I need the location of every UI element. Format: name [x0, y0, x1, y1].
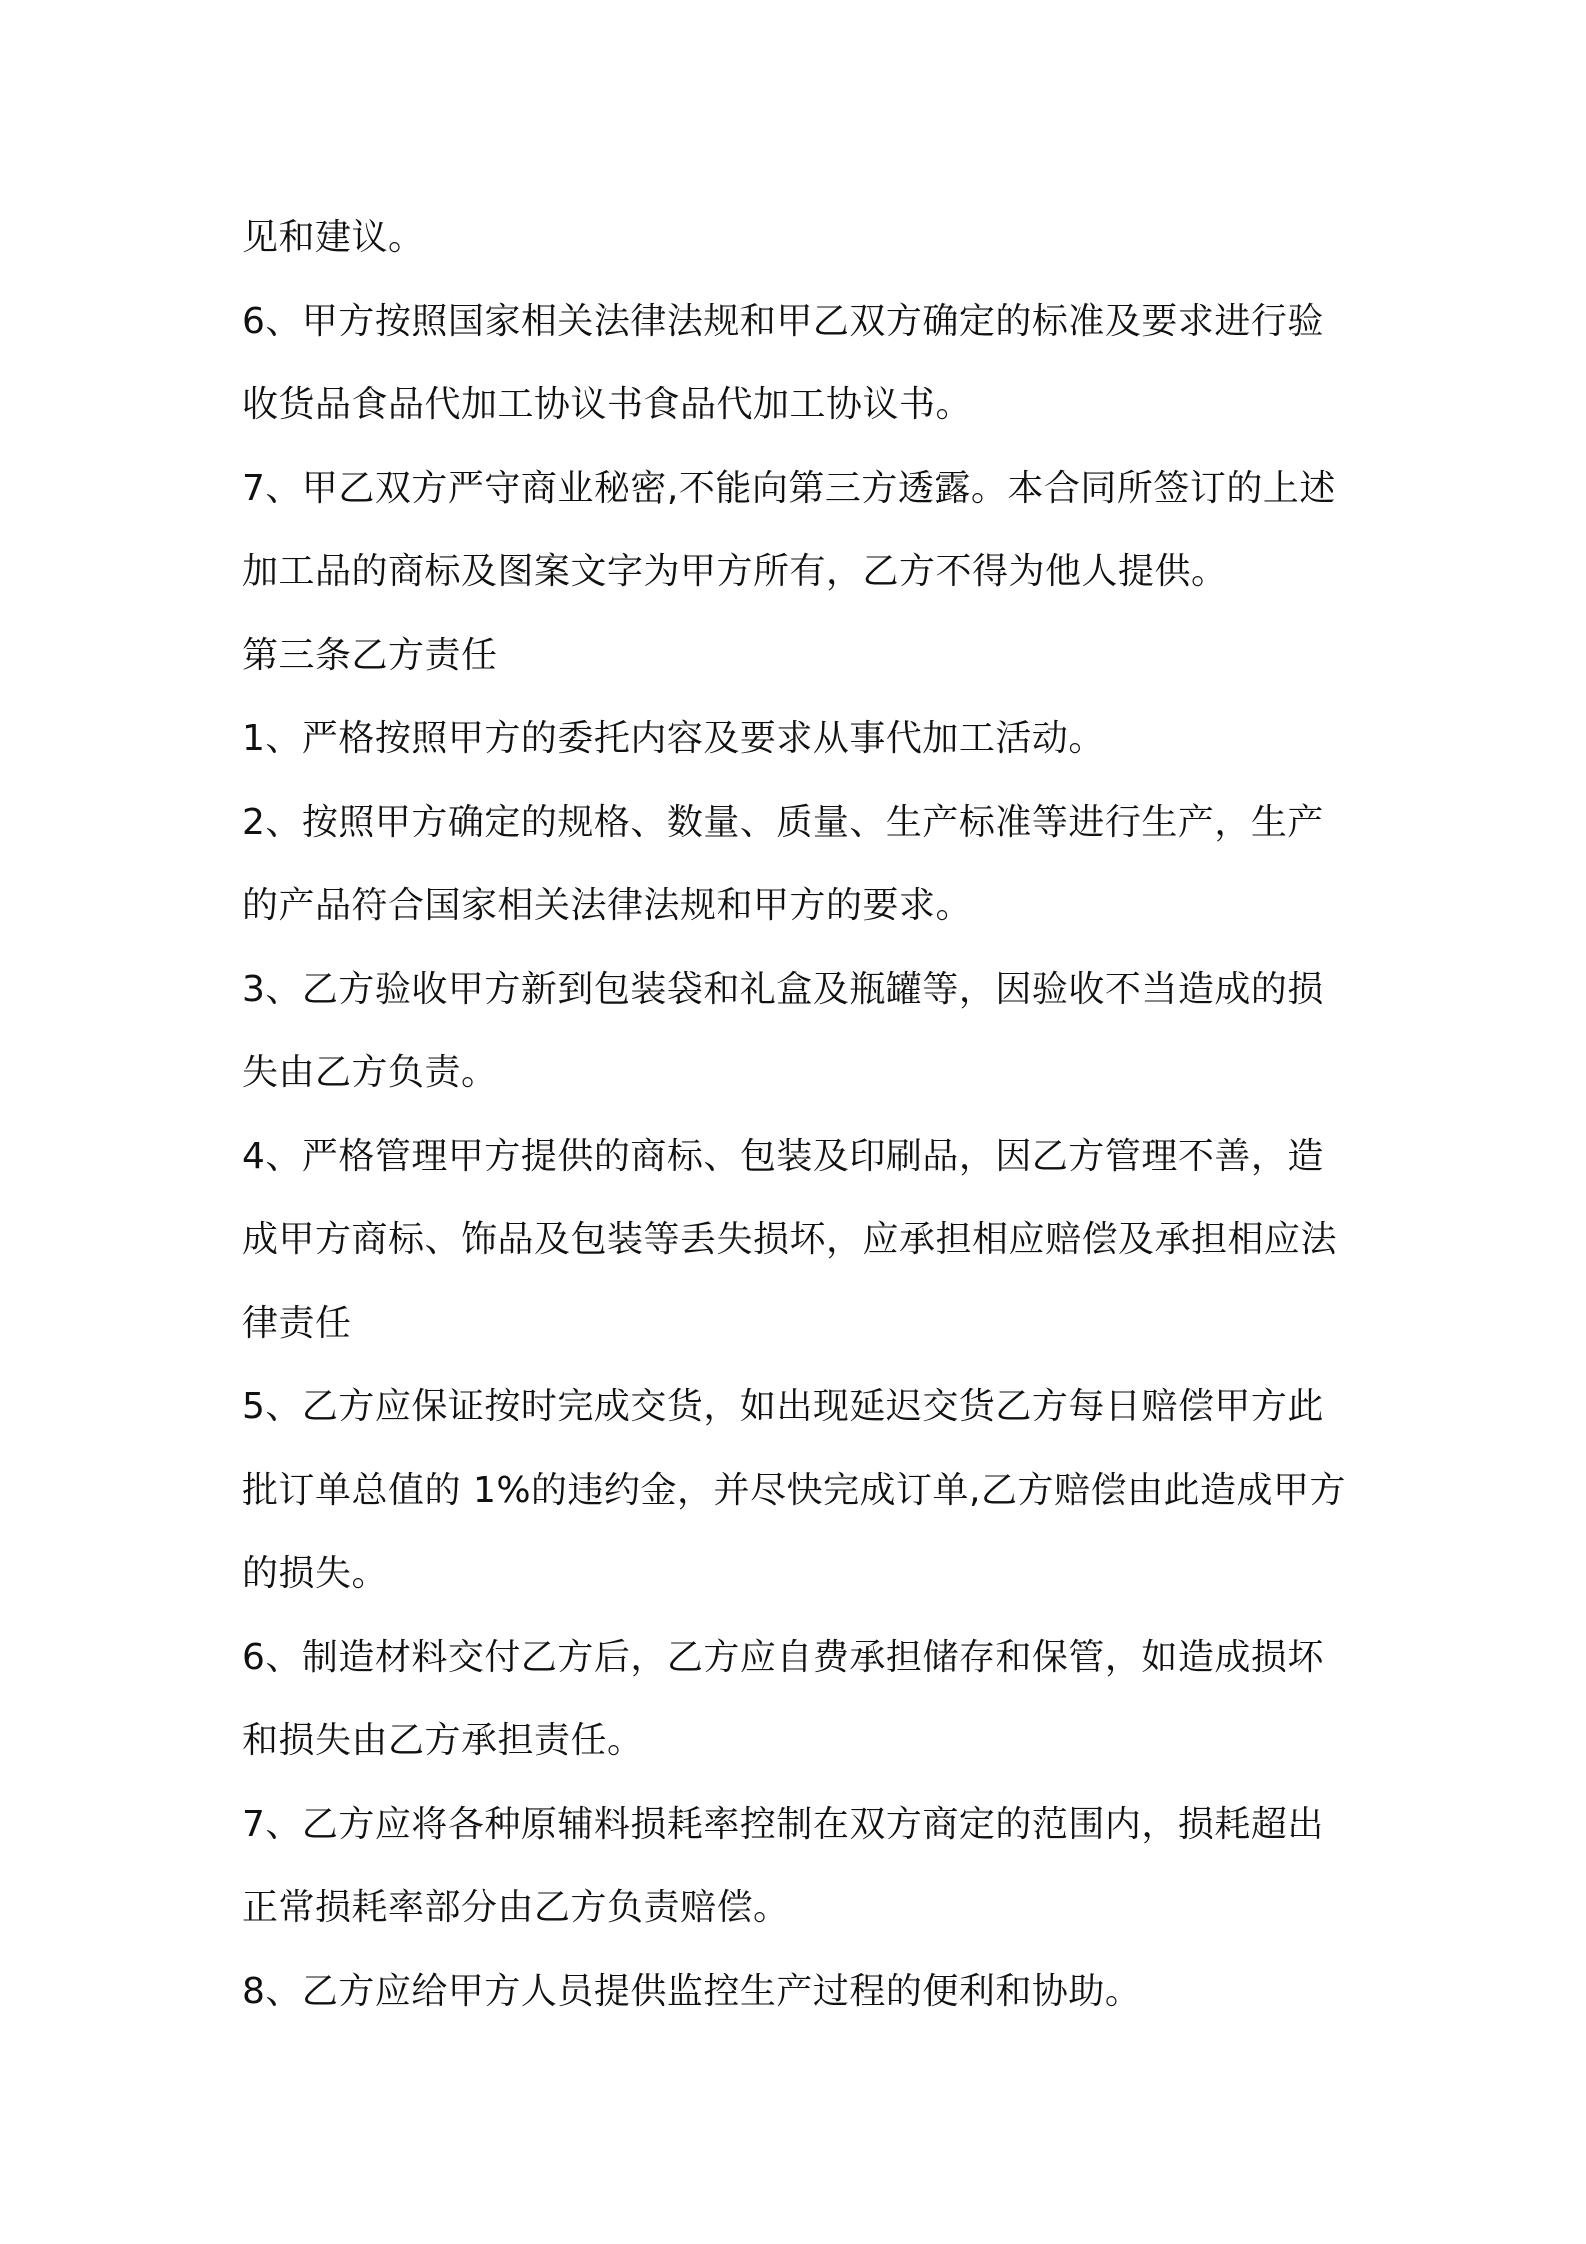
text-line: 见和建议。	[242, 217, 425, 258]
text-line: 7、乙方应将各种原辅料损耗率控制在双方商定的范围内，损耗超出	[242, 1803, 1324, 1845]
text-line: 收货品食品代加工协议书食品代加工协议书。	[242, 384, 973, 425]
text-line: 正常损耗率部分由乙方负责赔偿。	[242, 1887, 790, 1928]
text-line: 失由乙方负责。	[242, 1052, 498, 1093]
text-line: 成甲方商标、饰品及包装等丢失损坏，应承担相应赔偿及承担相应法	[242, 1219, 1338, 1260]
text-line: 的产品符合国家相关法律法规和甲方的要求。	[242, 885, 973, 926]
text-line: 3、乙方验收甲方新到包装袋和礼盒及瓶罐等，因验收不当造成的损	[242, 968, 1324, 1010]
text-line: 6、甲方按照国家相关法律法规和甲乙双方确定的标准及要求进行验	[242, 300, 1324, 342]
text-line: 律责任	[242, 1302, 352, 1344]
text-line: 1、严格按照甲方的委托内容及要求从事代加工活动。	[242, 718, 1105, 759]
text-line: 5、乙方应保证按时完成交货，如出现延迟交货乙方每日赔偿甲方此	[242, 1386, 1324, 1427]
section-heading: 第三条乙方责任	[242, 634, 498, 676]
text-line: 加工品的商标及图案文字为甲方所有，乙方不得为他人提供。	[242, 551, 1228, 592]
text-line: 7、甲乙双方严守商业秘密,不能向第三方透露。本合同所签订的上述	[242, 467, 1336, 509]
text-line: 2、按照甲方确定的规格、数量、质量、生产标准等进行生产，生产	[242, 801, 1324, 843]
text-line: 4、严格管理甲方提供的商标、包装及印刷品，因乙方管理不善，造	[242, 1135, 1324, 1177]
text-line: 6、制造材料交付乙方后，乙方应自费承担储存和保管，如造成损坏	[242, 1636, 1324, 1678]
text-line: 和损失由乙方承担责任。	[242, 1720, 644, 1761]
document-body	[242, 196, 1362, 2033]
text-line: 8、乙方应给甲方人员提供监控生产过程的便利和协助。	[242, 1970, 1142, 2012]
text-line: 批订单总值的 1%的违约金，并尽快完成订单,乙方赔偿由此造成甲方	[242, 1469, 1346, 1511]
text-line: 的损失。	[242, 1553, 389, 1594]
